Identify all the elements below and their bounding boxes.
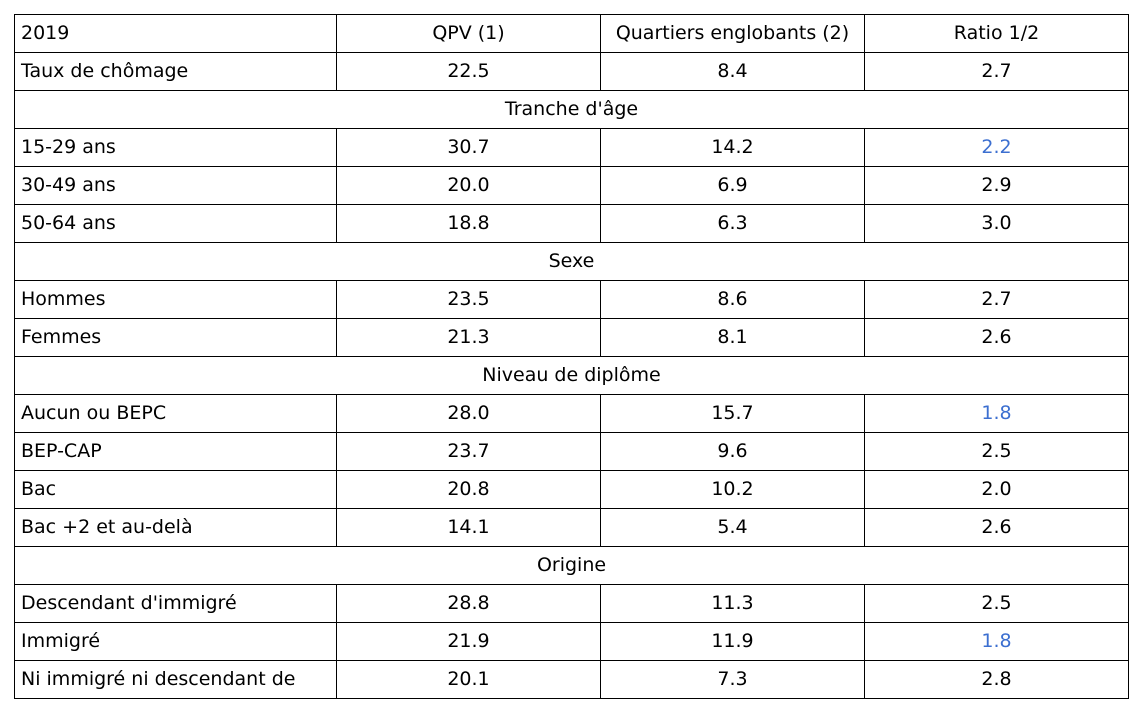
row-label: Hommes [15, 281, 337, 319]
unemployment-statistics-table [14, 14, 1129, 699]
column-header: 2019 [15, 15, 337, 53]
table-row [15, 661, 1129, 699]
cell-ratio: 2.6 [865, 509, 1129, 547]
cell-ratio: 3.0 [865, 205, 1129, 243]
cell-qpv: 21.9 [337, 623, 601, 661]
cell-ratio: 2.2 [865, 129, 1129, 167]
section-label: Origine [15, 547, 1129, 585]
row-label: 15-29 ans [15, 129, 337, 167]
column-header: QPV (1) [337, 15, 601, 53]
cell-qpv: 14.1 [337, 509, 601, 547]
row-label: Bac +2 et au-delà [15, 509, 337, 547]
row-label: 30-49 ans [15, 167, 337, 205]
section-label: Niveau de diplôme [15, 357, 1129, 395]
cell-qpv: 20.0 [337, 167, 601, 205]
table-row [15, 319, 1129, 357]
cell-ratio: 2.6 [865, 319, 1129, 357]
cell-ratio: 1.8 [865, 395, 1129, 433]
table-header-row [15, 15, 1129, 53]
section-label: Tranche d'âge [15, 91, 1129, 129]
cell-qpv: 28.0 [337, 395, 601, 433]
row-label: Immigré [15, 623, 337, 661]
cell-quartiers-englobants: 14.2 [601, 129, 865, 167]
row-label: BEP-CAP [15, 433, 337, 471]
row-label: 50-64 ans [15, 205, 337, 243]
table-row [15, 167, 1129, 205]
table-row [15, 585, 1129, 623]
table-body [15, 15, 1129, 699]
section-row [15, 91, 1129, 129]
table-row [15, 281, 1129, 319]
cell-ratio: 2.5 [865, 433, 1129, 471]
cell-quartiers-englobants: 9.6 [601, 433, 865, 471]
cell-quartiers-englobants: 7.3 [601, 661, 865, 699]
cell-quartiers-englobants: 8.1 [601, 319, 865, 357]
cell-quartiers-englobants: 15.7 [601, 395, 865, 433]
cell-ratio: 2.0 [865, 471, 1129, 509]
cell-ratio: 2.7 [865, 281, 1129, 319]
cell-qpv: 23.7 [337, 433, 601, 471]
cell-quartiers-englobants: 10.2 [601, 471, 865, 509]
section-row [15, 547, 1129, 585]
row-label: Femmes [15, 319, 337, 357]
cell-qpv: 18.8 [337, 205, 601, 243]
column-header: Quartiers englobants (2) [601, 15, 865, 53]
cell-ratio: 2.7 [865, 53, 1129, 91]
cell-qpv: 22.5 [337, 53, 601, 91]
table-row [15, 53, 1129, 91]
column-header: Ratio 1/2 [865, 15, 1129, 53]
section-row [15, 357, 1129, 395]
cell-quartiers-englobants: 6.3 [601, 205, 865, 243]
cell-qpv: 20.8 [337, 471, 601, 509]
section-row [15, 243, 1129, 281]
cell-ratio: 2.8 [865, 661, 1129, 699]
table-row [15, 129, 1129, 167]
cell-qpv: 20.1 [337, 661, 601, 699]
row-label: Aucun ou BEPC [15, 395, 337, 433]
cell-quartiers-englobants: 6.9 [601, 167, 865, 205]
row-label: Descendant d'immigré [15, 585, 337, 623]
table-row [15, 205, 1129, 243]
row-label: Taux de chômage [15, 53, 337, 91]
cell-quartiers-englobants: 11.9 [601, 623, 865, 661]
row-label: Ni immigré ni descendant de [15, 661, 337, 699]
table-row [15, 395, 1129, 433]
table-row [15, 433, 1129, 471]
cell-quartiers-englobants: 8.6 [601, 281, 865, 319]
cell-quartiers-englobants: 11.3 [601, 585, 865, 623]
table-row [15, 623, 1129, 661]
cell-qpv: 30.7 [337, 129, 601, 167]
cell-ratio: 1.8 [865, 623, 1129, 661]
cell-qpv: 28.8 [337, 585, 601, 623]
cell-qpv: 23.5 [337, 281, 601, 319]
table-row [15, 471, 1129, 509]
cell-ratio: 2.5 [865, 585, 1129, 623]
section-label: Sexe [15, 243, 1129, 281]
table-row [15, 509, 1129, 547]
cell-qpv: 21.3 [337, 319, 601, 357]
cell-quartiers-englobants: 8.4 [601, 53, 865, 91]
cell-ratio: 2.9 [865, 167, 1129, 205]
cell-quartiers-englobants: 5.4 [601, 509, 865, 547]
row-label: Bac [15, 471, 337, 509]
